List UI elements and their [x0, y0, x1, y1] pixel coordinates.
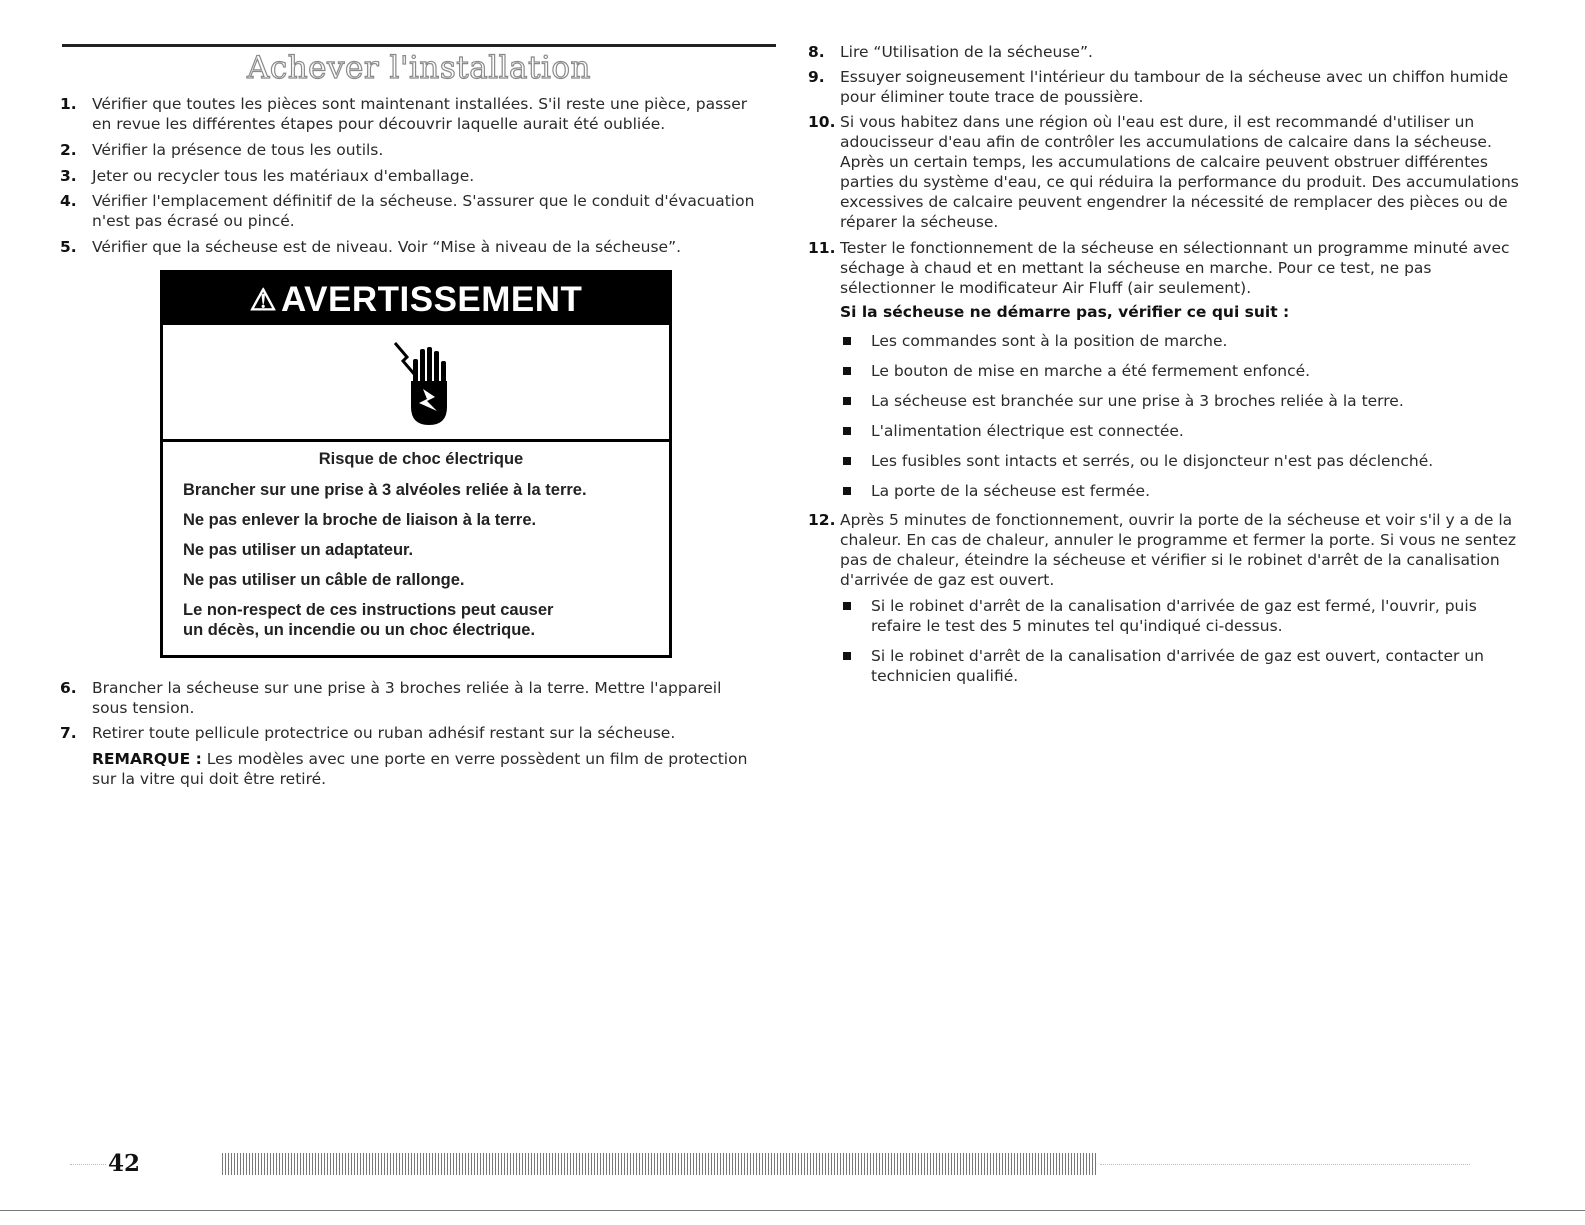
bullet-text: Les fusibles sont intacts et serrés, ou le disjoncteur n'est pas déclenché. [871, 452, 1434, 470]
note-label: REMARQUE : [92, 750, 202, 768]
bullet-text: Si le robinet d'arrêt de la canalisation d'arrivée de gaz est fermé, l'ouvrir, puis refaire le test des 5 minutes tel qu'indiqué ci-dessus. [871, 597, 1477, 635]
step-number: 9. [808, 68, 825, 86]
step-text: Si vous habitez dans une région où l'eau est dure, il est recommandé d'utiliser un adoucisseur d'eau afin de contrôler les accumulations de calcaire dans la sécheuse. Après un certain temps, les accumulations de calcaire peuvent obstruer différentes parties du système d'eau, ce qui réduira la performance du produit. Des accumulations excessives de calcaire peuvent engendrer la nécessité de remplacer des pièces ou de réparer la sécheuse. [840, 113, 1519, 231]
check-heading: Si la sécheuse ne démarre pas, vérifier ce qui suit : [840, 303, 1290, 321]
footer-bar [222, 1153, 1096, 1175]
step-number: 7. [60, 724, 77, 742]
bullet-text: L'alimentation électrique est connectée. [871, 422, 1184, 440]
step-text: Vérifier que la sécheuse est de niveau. Voir “Mise à niveau de la sécheuse”. [92, 238, 682, 256]
step-1 [60, 94, 760, 134]
warning-icon-area [163, 325, 669, 442]
warning-line: Ne pas utiliser un câble de rallonge. [183, 571, 465, 589]
bullet-square-icon [843, 487, 851, 495]
step-number: 3. [60, 167, 77, 185]
bullet-text: Le bouton de mise en marche a été fermement enfoncé. [871, 362, 1311, 380]
bullet-text: La sécheuse est branchée sur une prise à 3 broches reliée à la terre. [871, 392, 1404, 410]
step-number: 6. [60, 679, 77, 697]
step-10 [808, 112, 1524, 232]
bullet-square-icon [843, 602, 851, 610]
bullet-text: Si le robinet d'arrêt de la canalisation d'arrivée de gaz est ouvert, contacter un technicien qualifié. [871, 647, 1484, 685]
step-8 [808, 42, 1524, 62]
warning-box [160, 270, 672, 658]
warning-consequence-1: Le non-respect de ces instructions peut causer [183, 601, 554, 619]
warning-header [163, 273, 669, 325]
section-title: Achever l'installation [246, 50, 592, 86]
step-text: Vérifier l'emplacement définitif de la sécheuse. S'assurer que le conduit d'évacuation n'est pas écrasé ou pincé. [92, 192, 755, 230]
bullet-square-icon [843, 367, 851, 375]
check-bullet [843, 361, 1523, 381]
warning-line: Brancher sur une prise à 3 alvéoles reliée à la terre. [183, 481, 587, 499]
step-4 [60, 191, 760, 231]
electric-shock-hand-icon [393, 341, 453, 427]
bullet-square-icon [843, 397, 851, 405]
page-number: 42 [108, 1150, 141, 1177]
step-text: Essuyer soigneusement l'intérieur du tambour de la sécheuse avec un chiffon humide pour éliminer toute trace de poussière. [840, 68, 1509, 106]
warning-line: Ne pas enlever la broche de liaison à la terre. [183, 511, 537, 529]
step-number: 12. [808, 511, 836, 529]
bullet-square-icon [843, 652, 851, 660]
step-number: 4. [60, 192, 77, 210]
warning-text [183, 449, 659, 650]
step-text: Jeter ou recycler tous les matériaux d'emballage. [92, 167, 475, 185]
step-text: Vérifier la présence de tous les outils. [92, 141, 384, 159]
step-text: Après 5 minutes de fonctionnement, ouvrir la porte de la sécheuse et voir s'il y a de la chaleur. En cas de chaleur, annuler le programme et fermer la porte. Si vous ne sentez pas de chaleur, éteindre la sécheuse et vérifier si le robinet d'arrêt de la canalisation d'arrivée de gaz est ouvert. [840, 511, 1517, 589]
bullet-text: La porte de la sécheuse est fermée. [871, 482, 1150, 500]
step-number: 11. [808, 239, 836, 257]
title-rule [62, 44, 776, 47]
step-number: 10. [808, 113, 836, 131]
step-text: Brancher la sécheuse sur une prise à 3 broches reliée à la terre. Mettre l'appareil sous tension. [92, 679, 722, 717]
footer-dotted-line [70, 1164, 106, 1166]
check-bullet [843, 421, 1523, 441]
step-5 [60, 237, 760, 257]
footer-dotted-line [1100, 1164, 1470, 1166]
bullet-square-icon [843, 427, 851, 435]
note-text: Les modèles avec une porte en verre possèdent un film de protection sur la vitre qui doit être retiré. [92, 750, 748, 788]
step-7 [60, 723, 760, 743]
check-bullet [843, 391, 1523, 411]
gas-bullet [843, 596, 1523, 636]
step-number: 5. [60, 238, 77, 256]
step-3 [60, 166, 760, 186]
step-11 [808, 238, 1524, 298]
step-2 [60, 140, 760, 160]
step-12 [808, 510, 1524, 590]
check-bullet [843, 481, 1523, 501]
bullet-square-icon [843, 337, 851, 345]
warning-header-label: AVERTISSEMENT [280, 280, 583, 319]
step-number: 8. [808, 43, 825, 61]
check-bullet [843, 331, 1523, 351]
check-bullet [843, 451, 1523, 471]
step-9 [808, 67, 1524, 107]
warning-line: Ne pas utiliser un adaptateur. [183, 541, 414, 559]
warning-consequence-2: un décès, un incendie ou un choc électrique. [183, 621, 536, 639]
note [92, 749, 772, 789]
step-text: Lire “Utilisation de la sécheuse”. [840, 43, 1093, 61]
gas-bullet [843, 646, 1523, 686]
bullet-text: Les commandes sont à la position de marche. [871, 332, 1228, 350]
step-text: Tester le fonctionnement de la sécheuse en sélectionnant un programme minuté avec séchage à chaud et en mettant la sécheuse en marche. Pour ce test, ne pas sélectionner le modificateur Air Fluff (air seulement). [840, 239, 1510, 297]
step-number: 2. [60, 141, 77, 159]
warning-triangle-icon: ⚠ [249, 284, 277, 317]
warning-risk: Risque de choc électrique [318, 450, 524, 468]
bottom-rule [0, 1210, 1585, 1211]
step-text: Vérifier que toutes les pièces sont maintenant installées. S'il reste une pièce, passer en revue les différentes étapes pour découvrir laquelle aurait été oubliée. [92, 95, 748, 133]
step-6 [60, 678, 760, 718]
step-text: Retirer toute pellicule protectrice ou ruban adhésif restant sur la sécheuse. [92, 724, 676, 742]
step-number: 1. [60, 95, 77, 113]
bullet-square-icon [843, 457, 851, 465]
